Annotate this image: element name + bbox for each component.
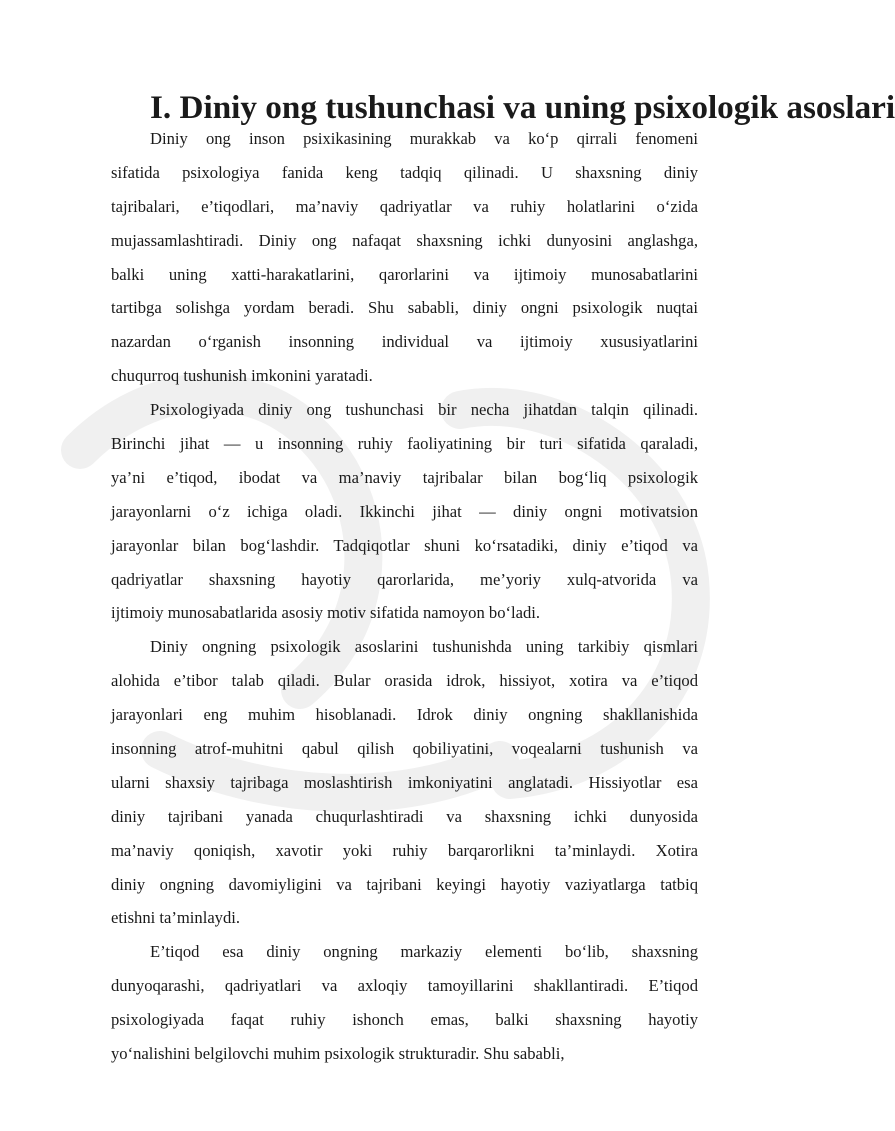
text-line: balki uning xatti-harakatlarini, qarorlarini va ijtimoiy munosabatlarini [111, 264, 698, 284]
text-line: nazardan o‘rganish insonning individual va ijtimoiy xususiyatlarini [111, 332, 698, 352]
text-line: jarayonlari eng muhim hisoblanadi. Idrok diniy ongning shakllanishida [111, 705, 698, 725]
text-line: ya’ni e’tiqod, ibodat va ma’naviy tajribalar bilan bog‘liq psixologik [111, 467, 698, 487]
text-line: diniy tajribani yanada chuqurlashtiradi va shaxsning ichki dunyosida [111, 806, 698, 826]
text-line: tajribalari, e’tiqodlari, ma’naviy qadriyatlar va ruhiy holatlarini o‘zida [111, 196, 698, 216]
paragraph [111, 935, 698, 1071]
text-line: tartibga solishga yordam beradi. Shu sababli, diniy ongni psixologik nuqtai [111, 298, 698, 318]
paragraph [111, 393, 698, 630]
paragraph [111, 122, 698, 393]
text-line: yo‘nalishini belgilovchi muhim psixologik strukturadir. Shu sababli, [111, 1044, 565, 1064]
text-line: jarayonlarni o‘z ichiga oladi. Ikkinchi jihat — diniy ongni motivatsion [111, 501, 698, 521]
text-line: alohida e’tibor talab qiladi. Bular orasida idrok, hissiyot, xotira va e’tiqod [111, 671, 698, 691]
text-line: ularni shaxsiy tajribaga moslashtirish imkoniyatini anglatadi. Hissiyotlar esa [111, 772, 698, 792]
text-line: qadriyatlar shaxsning hayotiy qarorlarida, me’yoriy xulq-atvorida va [111, 569, 698, 589]
text-line: diniy ongning davomiyligini va tajribani keyingi hayotiy vaziyatlarga tatbiq [111, 874, 698, 894]
text-line: ma’naviy qoniqish, xavotir yoki ruhiy barqarorlikni ta’minlaydi. Xotira [111, 840, 698, 860]
text-line: sifatida psixologiya fanida keng tadqiq qilinadi. U shaxsning diniy [111, 162, 698, 182]
text-line: etishni ta’minlaydi. [111, 908, 241, 928]
text-line: E’tiqod esa diniy ongning markaziy elementi bo‘lib, shaxsning [150, 942, 698, 962]
text-line: chuqurroq tushunish imkonini yaratadi. [111, 366, 373, 386]
text-line: ijtimoiy munosabatlarida asosiy motiv sifatida namoyon bo‘ladi. [111, 603, 541, 623]
text-line: Psixologiyada diniy ong tushunchasi bir necha jihatdan talqin qilinadi. [150, 400, 698, 420]
text-line: Birinchi jihat — u insonning ruhiy faoliyatining bir turi sifatida qaraladi, [111, 434, 698, 454]
text-line: Diniy ongning psixologik asoslarini tushunishda uning tarkibiy qismlari [150, 637, 698, 657]
paragraph [111, 630, 698, 935]
text-line: dunyoqarashi, qadriyatlari va axloqiy tamoyillarini shakllantiradi. E’tiqod [111, 976, 698, 996]
text-line: mujassamlashtiradi. Diniy ong nafaqat shaxsning ichki dunyosini anglashga, [111, 230, 698, 250]
text-line: psixologiyada faqat ruhiy ishonch emas, balki shaxsning hayotiy [111, 1010, 698, 1030]
text-line: Diniy ong inson psixikasining murakkab va ko‘p qirrali fenomeni [150, 129, 698, 148]
section-title: I. Diniy ong tushunchasi va uning psixologik asoslari [150, 89, 895, 126]
text-line: jarayonlar bilan bog‘lashdir. Tadqiqotlar shuni ko‘rsatadiki, diniy e’tiqod va [111, 535, 698, 555]
document-body [111, 89, 895, 1071]
text-line: insonning atrof-muhitni qabul qilish qobiliyatini, voqealarni tushunish va [111, 739, 698, 759]
